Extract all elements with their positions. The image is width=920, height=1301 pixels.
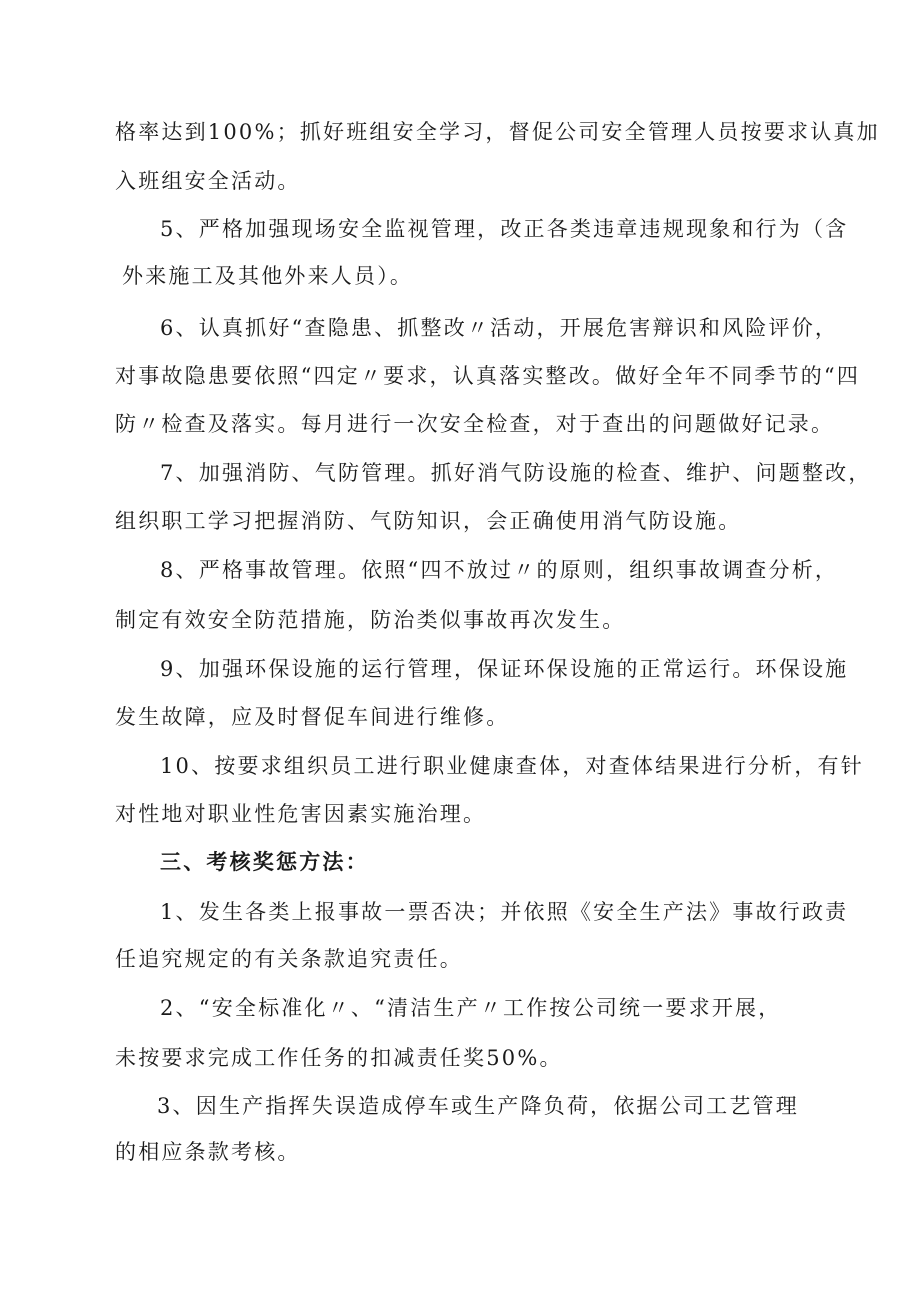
item-9-line: 9、加强环保设施的运行管理，保证环保设施的正常运行。环保设施	[160, 657, 849, 681]
item-6-line: 对事故隐患要依照“四定〃要求，认真落实整改。做好全年不同季节的“四	[115, 364, 861, 388]
item-10-line: 对性地对职业性危害因素实施治理。	[115, 802, 487, 826]
item-6-line: 防〃检查及落实。每月进行一次安全检查，对于查出的问题做好记录。	[115, 412, 835, 436]
item-7-line: 7、加强消防、气防管理。抓好消气防设施的检查、维护、问题整改，	[160, 461, 872, 485]
body-text-line: 入班组安全活动。	[115, 169, 301, 193]
body-text-line: 格率达到100%；抓好班组安全学习，督促公司安全管理人员按要求认真加	[115, 120, 880, 144]
item-10-line: 10、按要求组织员工进行职业健康查体，对查体结果进行分析，有针	[160, 754, 864, 778]
item-9-line: 发生故障，应及时督促车间进行维修。	[115, 705, 510, 729]
assessment-item-2-line: 未按要求完成工作任务的扣减责任奖50%。	[115, 1046, 563, 1070]
assessment-item-3-line: 的相应条款考核。	[115, 1140, 301, 1164]
item-5-line: 外来施工及其他外来人员）。	[122, 264, 414, 288]
assessment-item-3-line: 3、因生产指挥失误造成停车或生产降负荷，依据公司工艺管理	[157, 1094, 799, 1118]
section-heading: 三、考核奖惩方法：	[160, 849, 369, 874]
item-7-line: 组织职工学习把握消防、气防知识，会正确使用消气防设施。	[115, 509, 742, 533]
item-5-line: 5、严格加强现场安全监视管理，改正各类违章违规现象和行为（含	[160, 217, 849, 241]
item-6-line: 6、认真抓好“查隐患、抓整改〃活动，开展危害辩识和风险评价，	[160, 316, 839, 340]
item-8-line: 8、严格事故管理。依照“四不放过〃的原则，组织事故调查分析，	[160, 558, 839, 582]
item-8-line: 制定有效安全防范措施，防治类似事故再次发生。	[115, 608, 626, 632]
assessment-item-1-line: 任追究规定的有关条款追究责任。	[115, 947, 463, 971]
assessment-item-1-line: 1、发生各类上报事故一票否决；并依照《安全生产法》事故行政责	[160, 900, 849, 924]
assessment-item-2-line: 2、“安全标准化〃、“清洁生产〃工作按公司统一要求开展，	[160, 996, 782, 1020]
